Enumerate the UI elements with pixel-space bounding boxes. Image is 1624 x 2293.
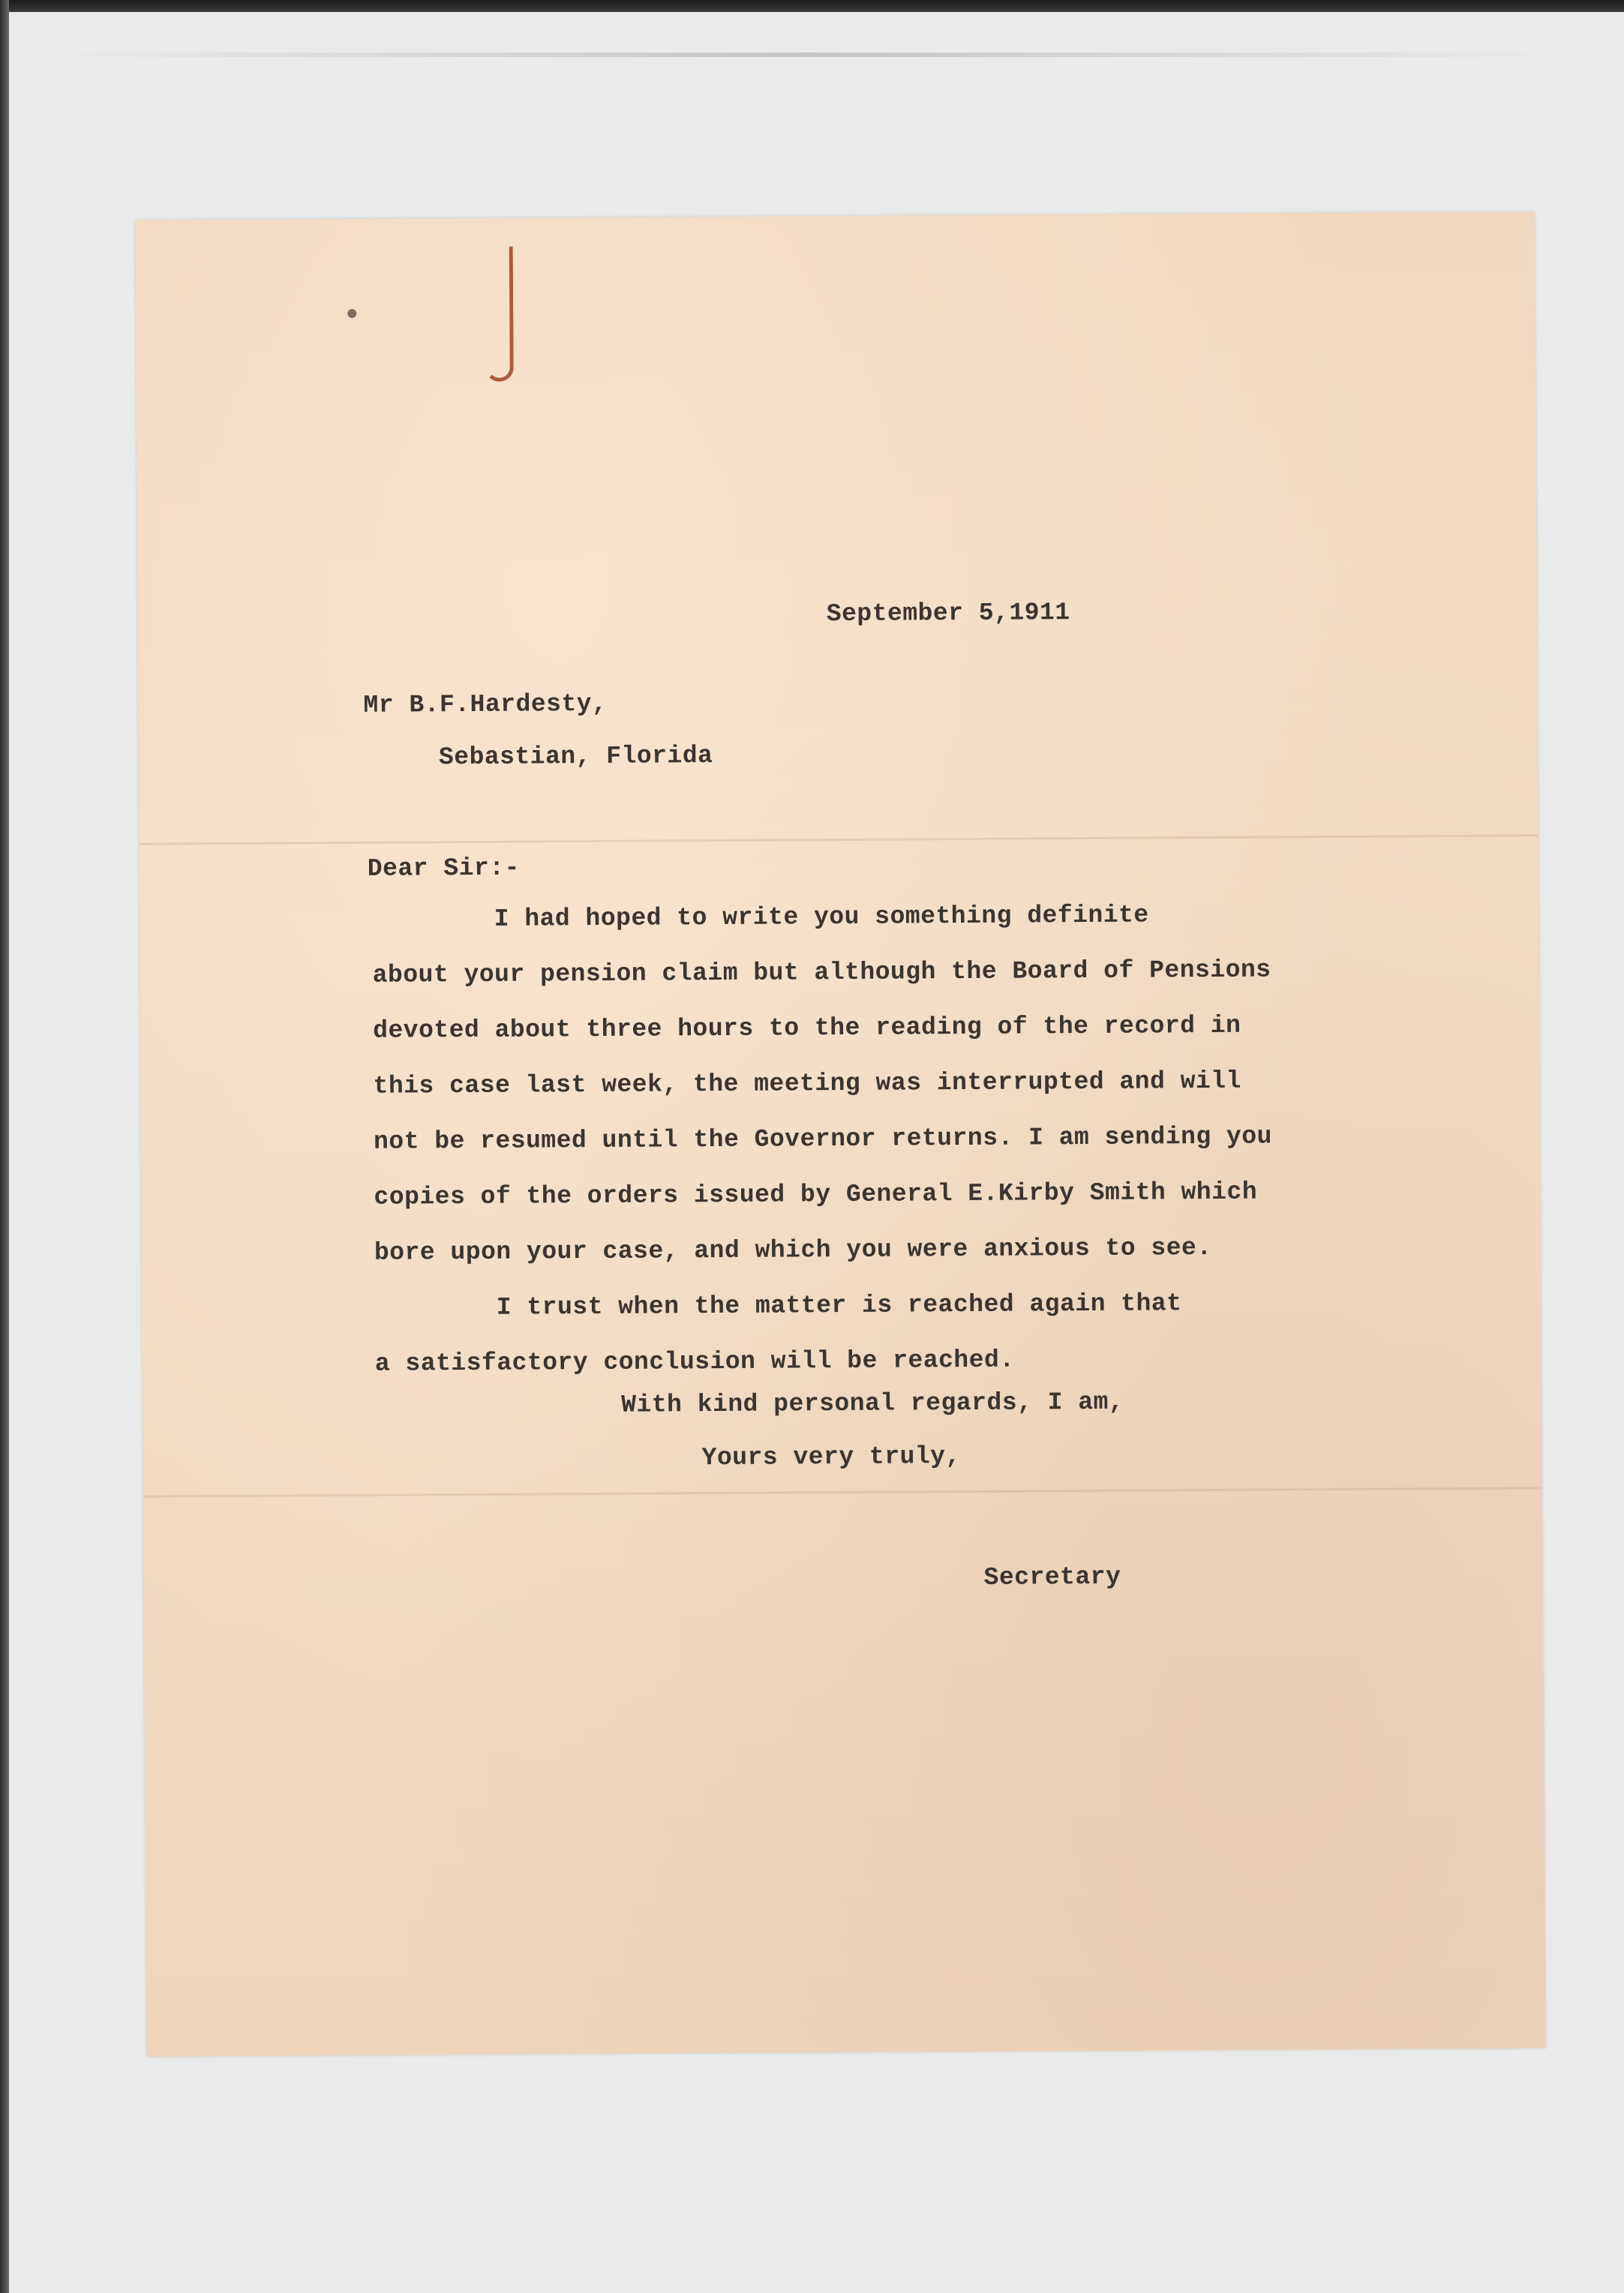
salutation: Dear Sir:- [367,854,520,883]
clip-hole-mark-icon [347,309,356,318]
body-line: copies of the orders issued by General E.Kirby Smith which [374,1178,1258,1211]
scanner-top-edge [0,0,1624,12]
scanner-left-edge [0,0,9,2293]
body-line: this case last week, the meeting was interrupted and will [373,1067,1241,1100]
paper-fold-line [140,834,1538,845]
letter-sheet [136,212,1546,2056]
body-line: bore upon your case, and which you were anxious to see. [374,1233,1212,1267]
scan-bed-line [45,53,1568,57]
paper-fold-line [143,1487,1542,1497]
signature-title: Secretary [983,1562,1121,1592]
body-line: not be resumed until the Governor returns. I am sending you [373,1122,1273,1156]
letter-date: September 5,1911 [826,599,1070,629]
closing: Yours very truly, [701,1442,961,1472]
body-line: I trust when the matter is reached again that [374,1289,1182,1322]
body-line: about your pension claim but although the Board of Pensions [372,956,1271,989]
body-line: a satisfactory conclusion will be reached. [374,1346,1015,1378]
recipient-location: Sebastian, Florida [438,742,713,772]
body-line: I had hoped to write you something definite [372,901,1149,934]
closing-regards: With kind personal regards, I am, [621,1388,1124,1419]
recipient-name: Mr B.F.Hardesty, [363,689,608,719]
paper-clip-stain-icon [485,247,514,382]
body-line: devoted about three hours to the reading of the record in [373,1011,1241,1045]
